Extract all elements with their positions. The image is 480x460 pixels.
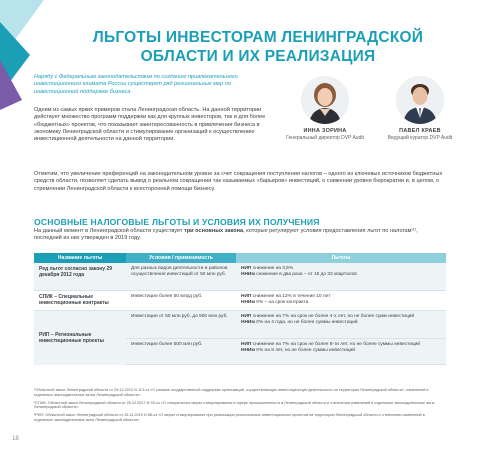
table-header-cell: Название льготы	[34, 253, 126, 263]
benefit-line: НИП снижение на 7% на срок не более 4-х лет, но не более сумм инвестиций	[241, 314, 415, 319]
paragraph-3-text-end: , которые регулируют условия предоставления льгот по налогам⁽¹⁾, последний из них утвержден в 2019 году.	[34, 228, 418, 242]
benefit-line: ННИм 0% на 4 года, но не более суммы инвестиций	[241, 320, 358, 325]
benefit-details	[236, 263, 446, 290]
benefit-details	[236, 311, 446, 338]
person-role: Ведущий куратор DVP Audit	[387, 135, 453, 141]
benefit-condition: Инвестиции более 500 млн руб.	[131, 342, 203, 347]
person-card	[285, 76, 365, 141]
benefit-line: НИП снижение на 7% на срок не более 8-ти лет, но не более суммы инвестиций	[241, 342, 420, 347]
table-row	[34, 263, 446, 291]
benefit-line: ННИм 0% на 8 лет, но не более суммы инвестиций	[241, 348, 355, 353]
footnote: ³РИП: Областной закон Ленинградской области от 25.11.2019 N 88-оз «О мерах стимулирования при реализации региональных инвестиционных проектов на территории Ленинградской области и о внесении изменений в отдельные законодательные акты Ленинградской области».	[34, 413, 425, 422]
paragraph-3	[34, 228, 444, 243]
person-role: Генеральный директор DVP Audit	[286, 135, 364, 141]
page-number: 18	[12, 436, 19, 442]
person-card	[380, 76, 460, 141]
benefit-condition: Для разных видов деятельности и районов осуществления инвестиций от 50 млн руб.	[131, 266, 228, 277]
table-row	[34, 291, 446, 311]
benefit-name: РИП – Региональные инвестиционные проекты	[39, 332, 104, 344]
benefit-condition: Инвестиции от 50 млн руб. до 500 млн руб.	[131, 314, 228, 319]
page-title: ЛЬГОТЫ ИНВЕСТОРАМ ЛЕНИНГРАДСКОЙ ОБЛАСТИ И ИХ РЕАЛИЗАЦИЯ	[92, 29, 424, 65]
person-name: ПАВЕЛ КРАЕВ	[399, 128, 441, 134]
benefit-line: НИП снижение на 3,5%	[241, 266, 294, 271]
table-header	[34, 253, 446, 263]
paragraph-2: Отметим, что увеличение преференций на законодательном уровне за счет сокращения поступления налогов – одного из ключевых источников бюджетных средств области, позволяет сделать вывод о реальном сокращении так называемых «барьеров» инвестиций, о снижении уровня бюрократии и, в целом, о стремлении Ленинградской области к всесторонней помощи бизнесу.	[34, 171, 443, 192]
table-row-group	[34, 311, 446, 365]
benefit-name: Ред льгот согласно закону 29 декабря 2012 года	[39, 266, 113, 278]
footnote: ²СПИК: Областной закон Ленинградской области от 25.12.2017 N 93-оз «О специальных мерах стимулирования в сфере промышленности в Ленинградской области и о внесении изменений в отдельные законодательные акты Ленинградской области».	[34, 400, 435, 410]
person-photo	[301, 76, 349, 124]
table-header-cell: Условия / применимость	[126, 253, 236, 263]
footnotes	[34, 388, 444, 426]
table-subrows	[126, 311, 446, 365]
paragraph-3-bold: три основных закона	[184, 228, 244, 234]
benefit-line: ННИм снижение в два раза – от 15 до 32 кварталов	[241, 272, 357, 277]
table-subrow	[126, 311, 446, 339]
intro-text: Наряду с Федеральным законодательством по созданию привлекательного инвестиционного климата России существует ряд региональных мер по инвестиционной поддержке бизнеса	[34, 74, 238, 95]
footnote: ¹Областной закон Ленинградской области от 29.12.2012 N 113-оз «О режиме государственной поддержки организаций, осуществляющих инвестиционную деятельность на территории Ленинградской области», изменений и отдельных законодательных актов Ленинградской области».	[34, 388, 429, 397]
person-name: ИННА ЗОРИНА	[303, 128, 347, 134]
people-block	[285, 76, 470, 166]
paragraph-3-text: На данный момент в Ленинградской области существует	[34, 228, 185, 234]
table-header-cell: Льготы	[236, 253, 446, 263]
paragraph-1: Одним из самых ярких примеров стала Ленинградская область. На данной территории действует множество программ поддержки как для крупных инвесторов, так и для более «бюджетных» проектов, что показывает заинтересованность в привлечении бизнеса в экономику Ленинградской области и стимулирование организаций к осуществлению инвестиционной деятельности на данной территории.	[34, 107, 266, 143]
benefits-table	[34, 253, 446, 365]
benefit-details	[236, 291, 446, 310]
benefit-line: НИП снижение на 12% в течение 10 лет	[241, 294, 331, 299]
table-subrow	[126, 339, 446, 365]
benefit-line: ННИм 0% – на срок контракта	[241, 300, 309, 305]
benefit-details	[236, 339, 446, 364]
section-heading: ОСНОВНЫЕ НАЛОГОВЫЕ ЛЬГОТЫ И УСЛОВИЯ ИХ ПОЛУЧЕНИЯ	[34, 217, 320, 227]
person-photo	[396, 76, 444, 124]
benefit-name: СПИК – Специальные инвестиционные контракты	[39, 294, 109, 306]
benefit-condition: Инвестиции более 50 млрд руб.	[131, 294, 203, 299]
